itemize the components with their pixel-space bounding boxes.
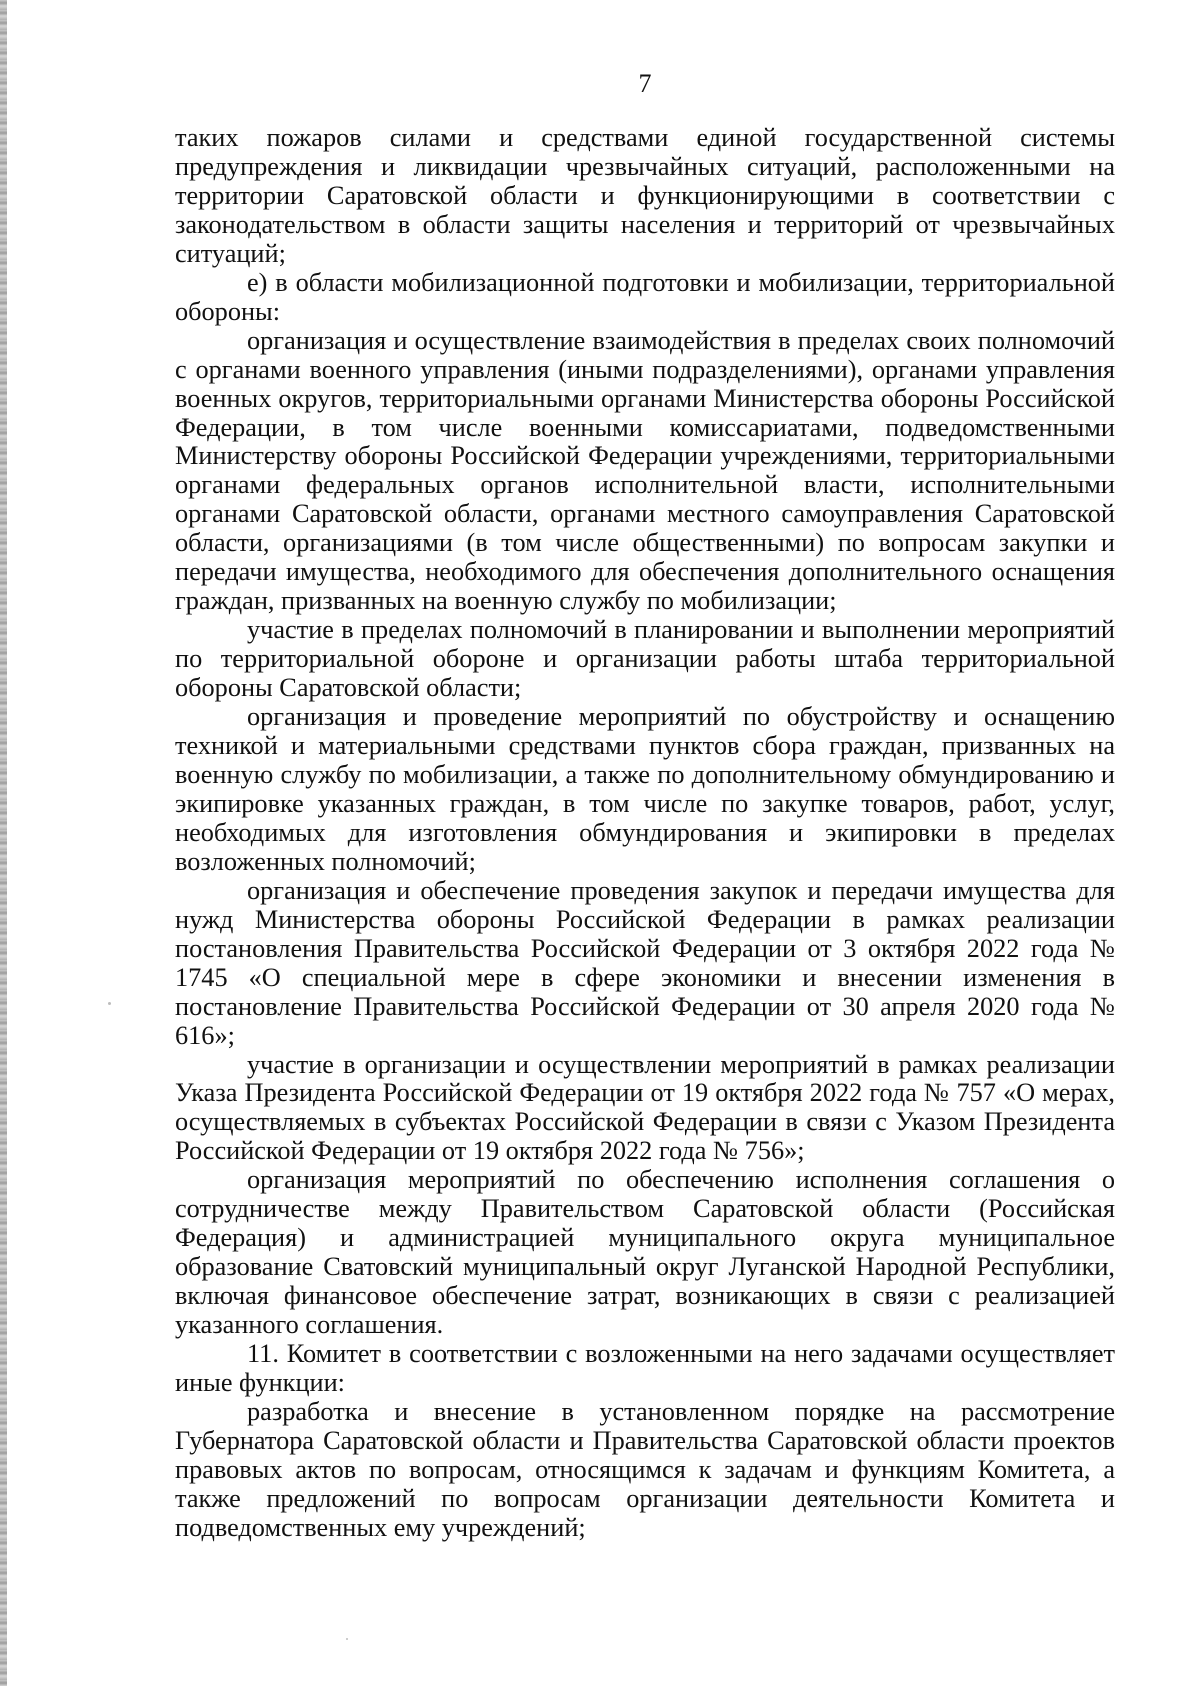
paragraph-3: организация и осуществление взаимодействия в пределах своих полномочий с органами военного управления (иными подразделениями), органами управления военных округов, территориальными органами Министерства обороны Российской Федерации, в том числе военными комиссариатами, подведомственными Министерству обороны Российской Федерации учреждениями, территориальными органами федеральных органов исполнительной власти, исполнительными органами Саратовской области, органами местного самоуправления Саратовской области, организациями (в том числе общественными) по вопросам закупки и передачи имущества, необходимого для обеспечения дополнительного оснащения граждан, призванных на военную службу по мобилизации; xyxy=(175,325,1115,616)
paragraph-1: таких пожаров силами и средствами единой государственной системы предупреждения и ликвидации чрезвычайных ситуаций, расположенными на территории Саратовской области и функционирующими в соответствии с законодательством в области защиты населения и территорий от чрезвычайных ситуаций; xyxy=(175,123,1115,268)
paragraph-4: участие в пределах полномочий в планировании и выполнении мероприятий по территориальной обороне и организации работы штаба территориальной обороны Саратовской области; xyxy=(175,615,1115,703)
scan-speck xyxy=(346,1638,348,1640)
paragraph-2: е) в области мобилизационной подготовки и мобилизации, территориальной обороны: xyxy=(175,267,1115,326)
paragraph-9: 11. Комитет в соответствии с возложенными на него задачами осуществляет иные функции: xyxy=(175,1339,1115,1397)
document-body xyxy=(175,124,1115,1543)
paragraph-7: участие в организации и осуществлении мероприятий в рамках реализации Указа Президента Российской Федерации от 19 октября 2022 года № 757 «О мерах, осуществляемых в субъектах Российской Федерации в связи с Указом Президента Российской Федерации от 19 октября 2022 года № 756»; xyxy=(175,1049,1115,1166)
paragraph-10: разработка и внесение в установленном порядке на рассмотрение Губернатора Саратовской области и Правительства Саратовской области проектов правовых актов по вопросам, относящимся к задачам и функциям Комитета, а также предложений по вопросам организации деятельности Комитета и подведомственных ему учреждений; xyxy=(175,1396,1115,1542)
paragraph-5: организация и проведение мероприятий по обустройству и оснащению техникой и материальными средствами пунктов сбора граждан, призванных на военную службу по мобилизации, а также по дополнительному обмундированию и экипировке указанных граждан, в том числе по закупке товаров, работ, услуг, необходимых для изготовления обмундирования и экипировки в пределах возложенных полномочий; xyxy=(175,702,1115,876)
scan-speck xyxy=(108,1002,111,1005)
page-number: 7 xyxy=(638,69,652,98)
paragraph-6: организация и обеспечение проведения закупок и передачи имущества для нужд Министерства обороны Российской Федерации в рамках реализации постановления Правительства Российской Федерации от 3 октября 2022 года № 1745 «О специальной мере в сфере экономики и внесении изменения в постановление Правительства Российской Федерации от 30 апреля 2020 года № 616»; xyxy=(175,875,1115,1050)
paragraph-8: организация мероприятий по обеспечению исполнения соглашения о сотрудничестве между Правительством Саратовской области (Российская Федерация) и администрацией муниципального округа муниципальное образование Сватовский муниципальный округ Луганской Народной Республики, включая финансовое обеспечение затрат, возникающих в связи с реализацией указанного соглашения. xyxy=(175,1165,1115,1340)
scan-left-edge xyxy=(0,0,7,1686)
